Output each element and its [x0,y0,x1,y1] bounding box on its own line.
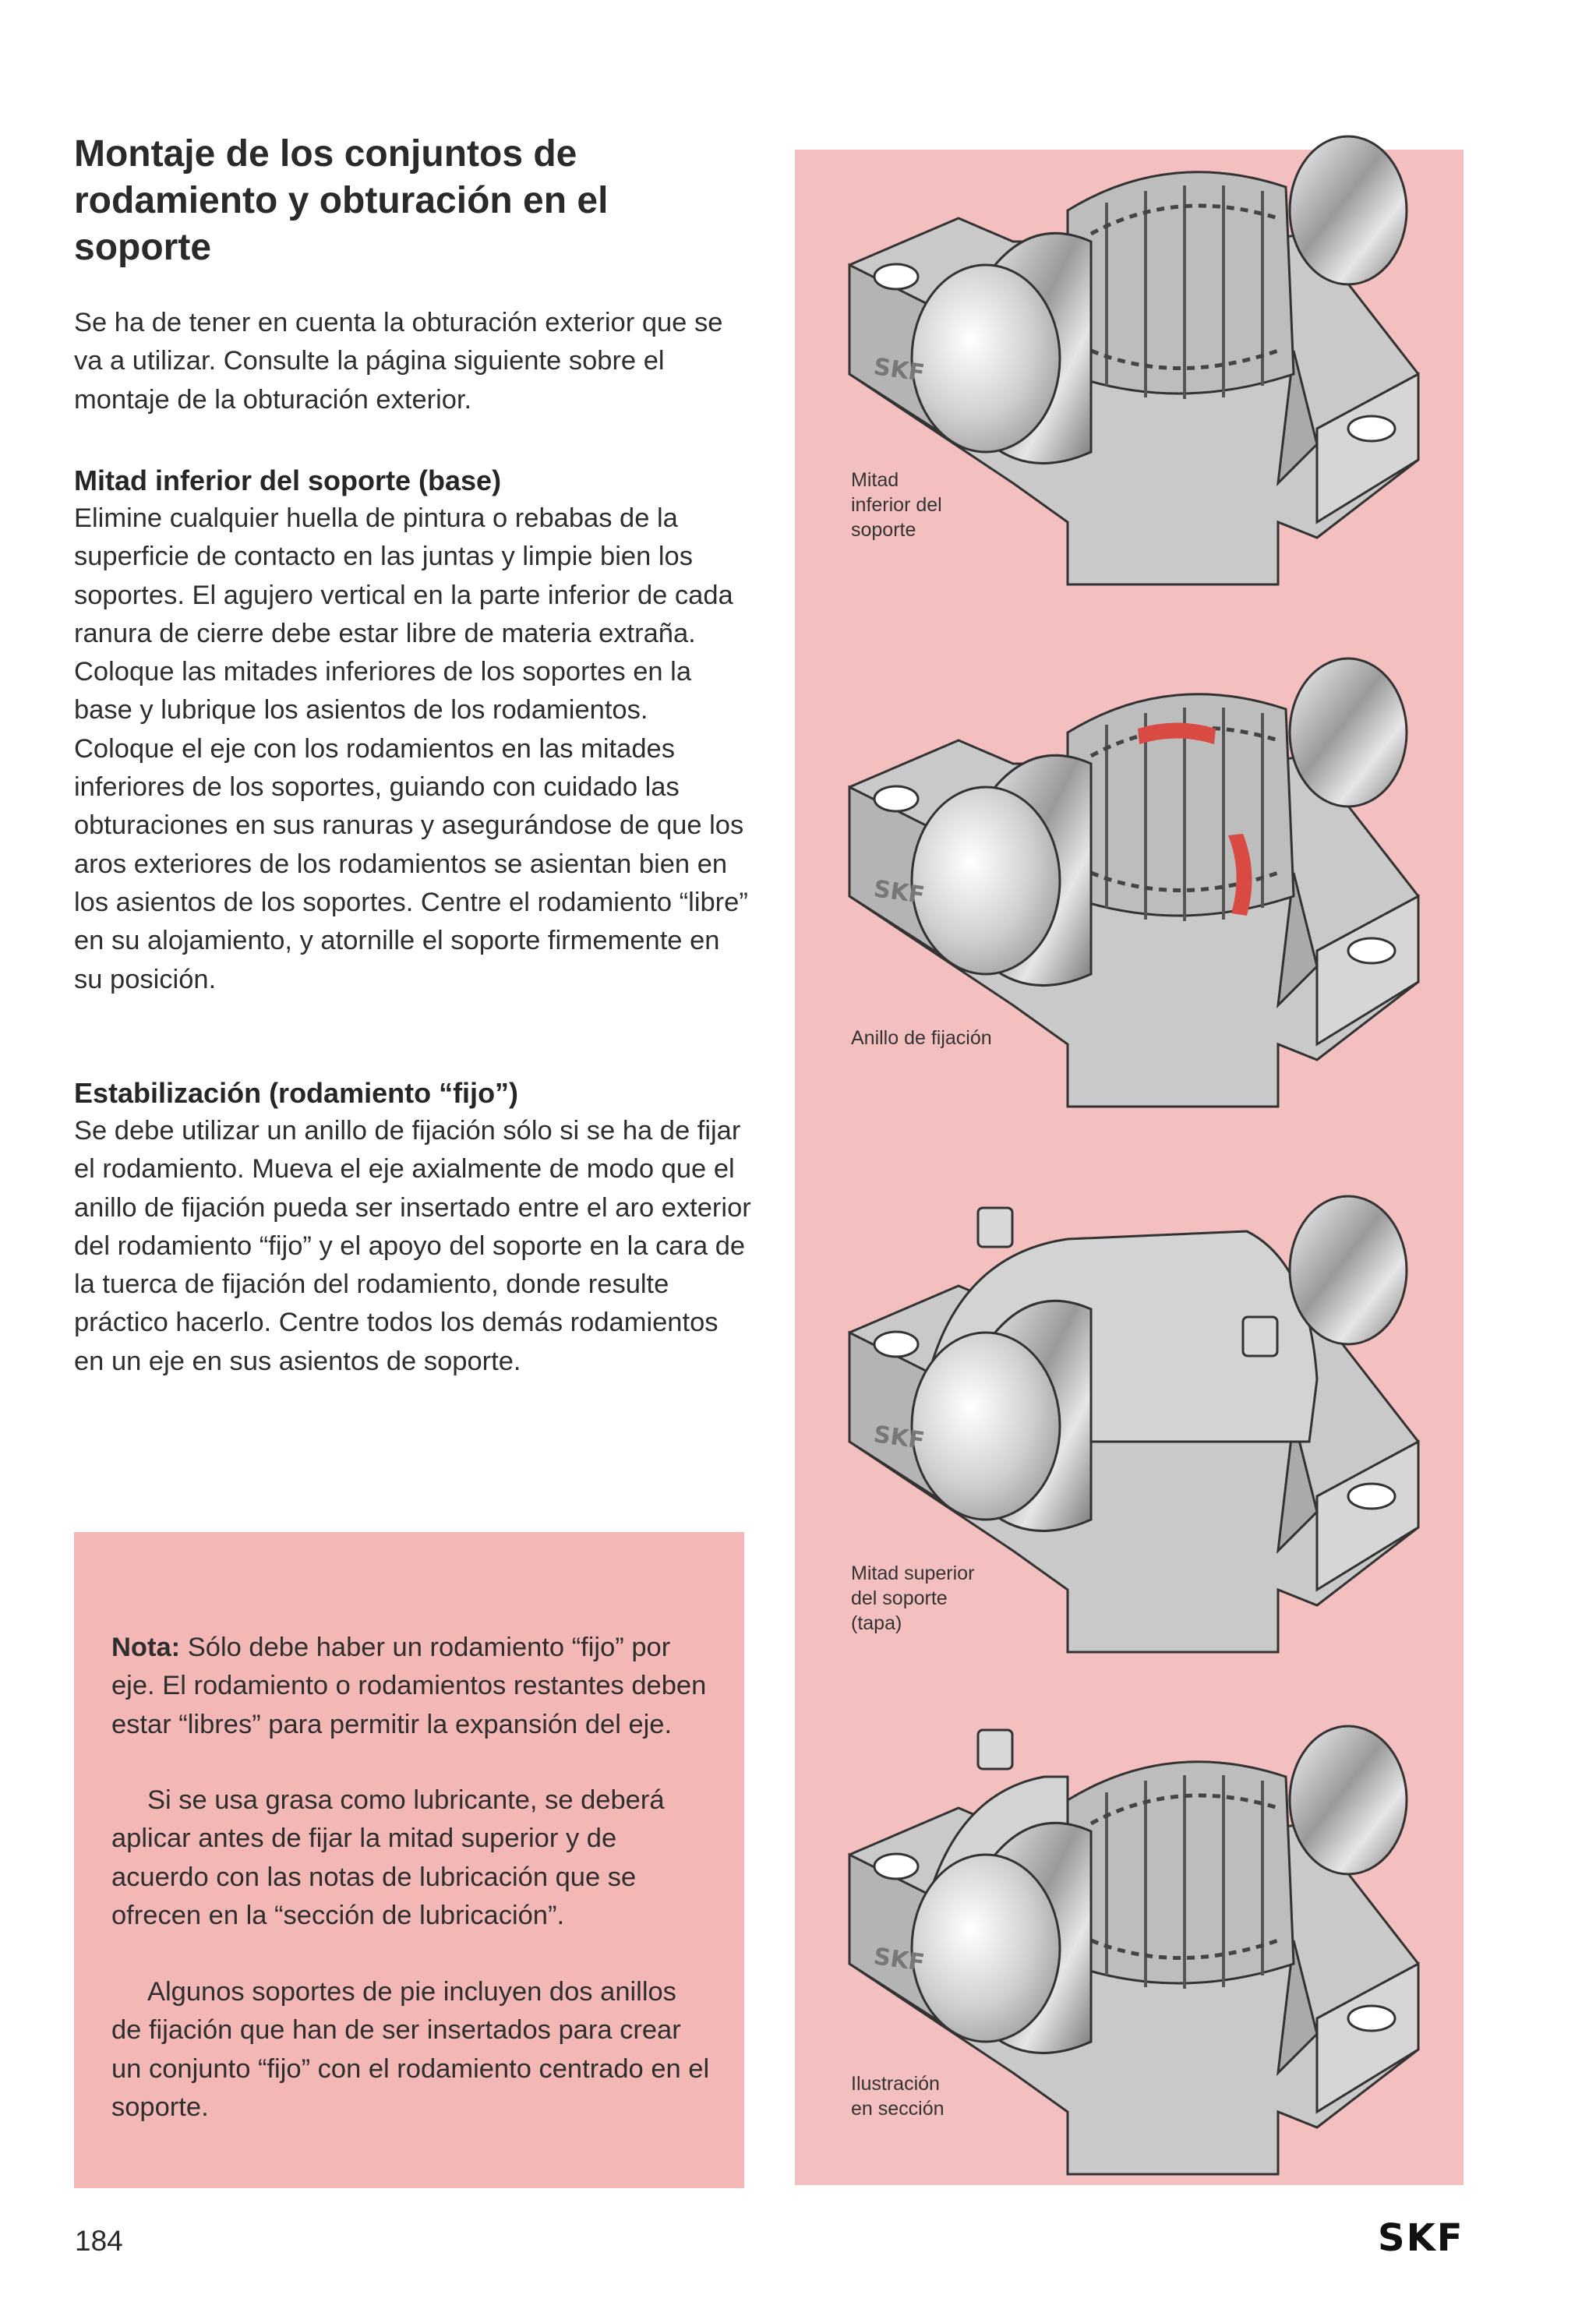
figure-fixing-ring [810,639,1449,1130]
caption-line: del soporte [851,1587,948,1609]
section-body-base: Elimine cualquier huella de pintura o rebabas de la superficie de contacto en las juntas y limpie bien los soportes. El agujero vertical en la parte inferior de cada ranura de cierre debe estar libre de materia extraña. Coloque las mitades inferiores de los soportes en la base y lubrique los asientos de los rodamientos. Coloque el eje con los rodamientos en las mitades inferiores de los soportes, guiando con cuidado las obturaciones en sus ranuras y asegurándose de que los aros exteriores de los rodamientos se asientan bien en los asientos de los soportes. Centre el rodamiento “libre” en su alojamiento, y atornille el soporte firmemente en su posición. [74,503,748,994]
shaft-back [1290,1196,1407,1344]
note-text-1: Sólo debe haber un rodamiento “fijo” por eje. El rodamiento o rodamientos restantes deben estar “libres” para permitir la expansión del eje. [111,1633,707,1739]
housing-brand-mark: SKF [871,1421,927,1456]
housing-brand-mark: SKF [871,1943,927,1978]
caption-line: Mitad [851,469,899,491]
page-title: Montaje de los conjuntos de rodamiento y obturación en el soporte [74,133,609,268]
caption-upper-half [851,1561,1054,1636]
note-paragraph-3: Algunos soportes de pie incluyen dos anillos de fijación que han de ser insertados para crear un conjunto “fijo” con el rodamiento centrado en el soporte. [111,1977,710,2122]
caption-line: Anillo de fijación [851,1027,992,1049]
cap-bolt [978,1730,1012,1769]
section-heading-base: Mitad inferior del soporte (base) [74,464,502,496]
cap-bolt-left [978,1208,1012,1247]
figure-section-view [810,1707,1449,2198]
housing-brand-mark: SKF [871,353,927,388]
page-number: 184 [75,2225,123,2257]
caption-line: inferior del [851,494,942,516]
skf-logo: SKF [1378,2216,1464,2260]
caption-section-view [851,2071,1054,2121]
note-paragraph-2: Si se usa grasa como lubricante, se deberá aplicar antes de fijar la mitad superior y de acuerdo con las notas de lubricación que se ofrecen en la “sección de lubricación”. [111,1785,665,1930]
caption-fixing-ring [851,1026,1054,1050]
caption-line: (tapa) [851,1612,902,1634]
housing-brand-mark: SKF [871,875,927,910]
section-heading-fixed: Estabilización (rodamiento “fijo”) [74,1077,519,1109]
caption-line: Ilustración [851,2073,940,2095]
section-body-fixed: Se debe utilizar un anillo de fijación sólo si se ha de fijar el rodamiento. Mueva el eje axialmente de modo que el anillo de fijación pueda ser insertado entre el aro exterior del rodamiento “fijo” y el apoyo del soporte en la cara de la tuerca de fijación del rodamiento, donde resulte práctico hacerlo. Centre todos los demás rodamientos en un eje en sus asientos de soporte. [74,1116,751,1376]
caption-lower-half [851,468,1054,542]
caption-line: Mitad superior [851,1562,975,1584]
note-label: Nota: [111,1633,181,1662]
note-paragraph-1 [111,1629,711,1744]
intro-paragraph: Se ha de tener en cuenta la obturación exterior que se va a utilizar. Consulte la página siguiente sobre el montaje de la obturación exterior. [74,308,723,415]
cap-bolt-right [1243,1317,1277,1356]
caption-line: en sección [851,2098,945,2120]
caption-line: soporte [851,519,916,541]
